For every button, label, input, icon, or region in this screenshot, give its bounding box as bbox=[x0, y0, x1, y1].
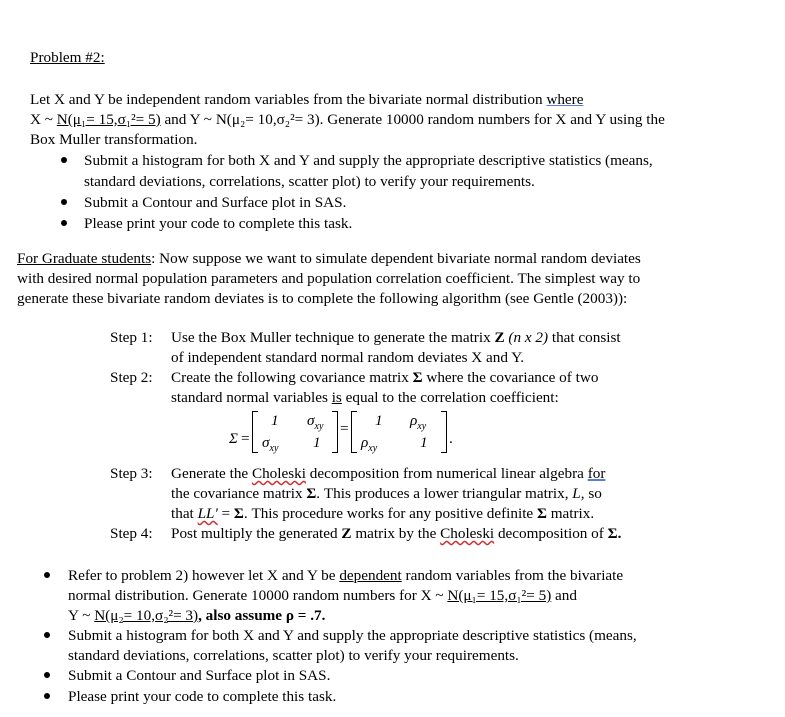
intro-line-2 bbox=[30, 112, 665, 127]
bullet2-contour: Submit a Contour and Surface plot in SAS. bbox=[68, 667, 331, 684]
sigma-symbol: Σ bbox=[306, 485, 317, 502]
step3-text-2-end: , so bbox=[580, 485, 602, 502]
subscript-xy: xy bbox=[368, 443, 378, 455]
matrix-eq: = bbox=[241, 430, 250, 447]
dim-text: (n x 2) bbox=[504, 329, 549, 346]
intro-where: where bbox=[546, 91, 584, 108]
matrix-period: . bbox=[449, 430, 453, 447]
step1-line-2: of independent standard normal random deviates X and Y. bbox=[171, 349, 525, 366]
bullet-dot bbox=[44, 672, 50, 678]
bullet-dot bbox=[61, 220, 67, 226]
grad-label: For Graduate students bbox=[17, 250, 152, 267]
left-bracket-2 bbox=[351, 411, 357, 453]
bullet2-y-prefix: Y ~ bbox=[68, 607, 95, 624]
step1-line-1 bbox=[171, 330, 621, 345]
bullet2-text-2: normal distribution. Generate 10000 random numbers for X ~ bbox=[68, 587, 448, 604]
step3-text: Generate the bbox=[171, 465, 252, 482]
step3-text-2-mid: . This produces a lower triangular matrix, bbox=[316, 485, 573, 502]
step3-line-1 bbox=[171, 466, 633, 481]
grad-text: : Now suppose we want to simulate dependent bivariate normal random deviates bbox=[151, 250, 641, 267]
grad-line-1 bbox=[17, 251, 641, 266]
step2-line-2 bbox=[171, 390, 559, 405]
bullet1-code: Please print your code to complete this task. bbox=[84, 215, 353, 232]
m2-a22: 1 bbox=[420, 434, 428, 451]
x-dist: N(μ₁= 15,σ₁²= 5) bbox=[447, 587, 552, 604]
problem-title: Problem #2: bbox=[30, 49, 105, 66]
m1-a22: 1 bbox=[313, 434, 321, 451]
bullet-dot bbox=[61, 199, 67, 205]
bullet2-code: Please print your code to complete this task. bbox=[68, 688, 337, 705]
matrix-z: Z bbox=[494, 329, 505, 346]
rho-letter: ρ bbox=[361, 434, 369, 451]
bullet-dot bbox=[44, 632, 50, 638]
intro-y-dist: and Y ~ N(μ₂= 10,σ₂²= 3). Generate 10000 random numbers for X and Y using the bbox=[160, 111, 665, 128]
bullet2-line-3 bbox=[68, 608, 325, 623]
bullet-dot bbox=[61, 157, 67, 163]
intro-line-1 bbox=[30, 92, 583, 107]
step3-line-2 bbox=[171, 486, 602, 501]
l-symbol: L bbox=[572, 485, 581, 502]
is-word: is bbox=[331, 389, 342, 406]
sigma-symbol: Σ bbox=[412, 369, 423, 386]
step2-text-2: standard normal variables bbox=[171, 389, 332, 406]
bullet2-text-end: random variables from the bivariate bbox=[401, 567, 624, 584]
bullet1-line-2: standard deviations, correlations, scatter plot) to verify your requirements. bbox=[84, 173, 535, 190]
step3-text-2: the covariance matrix bbox=[171, 485, 307, 502]
step3-label: Step 3: bbox=[110, 465, 153, 482]
subscript-xy: xy bbox=[269, 443, 279, 455]
m1-a11: 1 bbox=[271, 412, 279, 429]
period: . bbox=[617, 525, 622, 542]
matrix-sigma: Σ bbox=[229, 431, 238, 447]
subscript-xy: xy bbox=[417, 421, 427, 433]
step3-text-3-mid: . This procedure works for any positive definite bbox=[243, 505, 537, 522]
assume-rho: , also assume ρ = .7. bbox=[198, 607, 326, 624]
equals: = bbox=[217, 505, 234, 522]
m2-a21 bbox=[361, 435, 377, 454]
bullet1-contour: Submit a Contour and Surface plot in SAS. bbox=[84, 194, 347, 211]
step1-label: Step 1: bbox=[110, 329, 153, 346]
step4-label: Step 4: bbox=[110, 525, 153, 542]
step3-text-3: that bbox=[171, 505, 198, 522]
bullet-dot bbox=[44, 693, 50, 699]
choleski-word: Choleski bbox=[440, 525, 495, 542]
bullet2-hist-line-2: standard deviations, correlations, scatter plot) to verify your requirements. bbox=[68, 647, 519, 664]
intro-line-3: Box Muller transformation. bbox=[30, 131, 198, 148]
llt-symbol: LL' bbox=[197, 505, 218, 522]
step4-line-1 bbox=[171, 526, 621, 541]
matrix-z: Z bbox=[341, 525, 352, 542]
for-word: for bbox=[587, 465, 606, 482]
step4-text-mid: matrix by the bbox=[351, 525, 441, 542]
y-dist: N(μ₂= 10,σ₂²= 3) bbox=[94, 607, 199, 624]
choleski-word: Choleski bbox=[251, 465, 306, 482]
m2-a11: 1 bbox=[375, 412, 383, 429]
sigma-letter: σ bbox=[262, 434, 270, 451]
m2-a12 bbox=[410, 413, 426, 432]
bullet2-and: and bbox=[551, 587, 577, 604]
m1-a21 bbox=[262, 435, 278, 454]
intro-x-dist-prefix: X ~ bbox=[30, 111, 57, 128]
step4-text: Post multiply the generated bbox=[171, 525, 342, 542]
step2-line-1 bbox=[171, 370, 598, 385]
step2-label: Step 2: bbox=[110, 369, 153, 386]
step3-line-3 bbox=[171, 506, 594, 521]
subscript-xy: xy bbox=[314, 421, 324, 433]
left-bracket bbox=[252, 411, 258, 453]
sigma-symbol: Σ bbox=[536, 505, 547, 522]
sigma-symbol: Σ bbox=[233, 505, 244, 522]
intro-text: Let X and Y be independent random variables from the bivariate normal distribution bbox=[30, 91, 547, 108]
bullet2-line-2 bbox=[68, 588, 577, 603]
grad-line-2: with desired normal population parameters and population correlation coefficient. The simplest way to bbox=[17, 270, 641, 287]
step2-text-2-end: equal to the correlation coefficient: bbox=[341, 389, 559, 406]
step4-text-mid-2: decomposition of bbox=[494, 525, 608, 542]
bullet2-hist-line-1: Submit a histogram for both X and Y and supply the appropriate descriptive statistics (means, bbox=[68, 627, 637, 644]
step1-text: Use the Box Muller technique to generate the matrix bbox=[171, 329, 495, 346]
rho-letter: ρ bbox=[410, 412, 418, 429]
step3-text-mid: decomposition from numerical linear algebra bbox=[305, 465, 588, 482]
step2-text-end: where the covariance of two bbox=[422, 369, 599, 386]
m1-a12 bbox=[307, 413, 323, 432]
grad-line-3: generate these bivariate random deviates is to complete the following algorithm (see Gentle (2003)): bbox=[17, 290, 628, 307]
bullet-dot bbox=[44, 572, 50, 578]
intro-x-dist: N(μ₁= 15,σ₁²= 5) bbox=[56, 111, 161, 128]
step2-text: Create the following covariance matrix bbox=[171, 369, 413, 386]
sigma-symbol: Σ bbox=[607, 525, 618, 542]
step3-text-3-end: matrix. bbox=[546, 505, 595, 522]
bullet2-text: Refer to problem 2) however let X and Y be bbox=[68, 567, 340, 584]
matrix-eq-2: = bbox=[340, 420, 349, 437]
bullet2-line-1 bbox=[68, 568, 623, 583]
bullet1-line-1: Submit a histogram for both X and Y and supply the appropriate descriptive statistics (means, bbox=[84, 152, 653, 169]
sigma-letter: σ bbox=[307, 412, 315, 429]
right-bracket-2 bbox=[441, 411, 447, 453]
dependent-word: dependent bbox=[339, 567, 402, 584]
step1-text-end: that consist bbox=[548, 329, 621, 346]
right-bracket bbox=[332, 411, 338, 453]
